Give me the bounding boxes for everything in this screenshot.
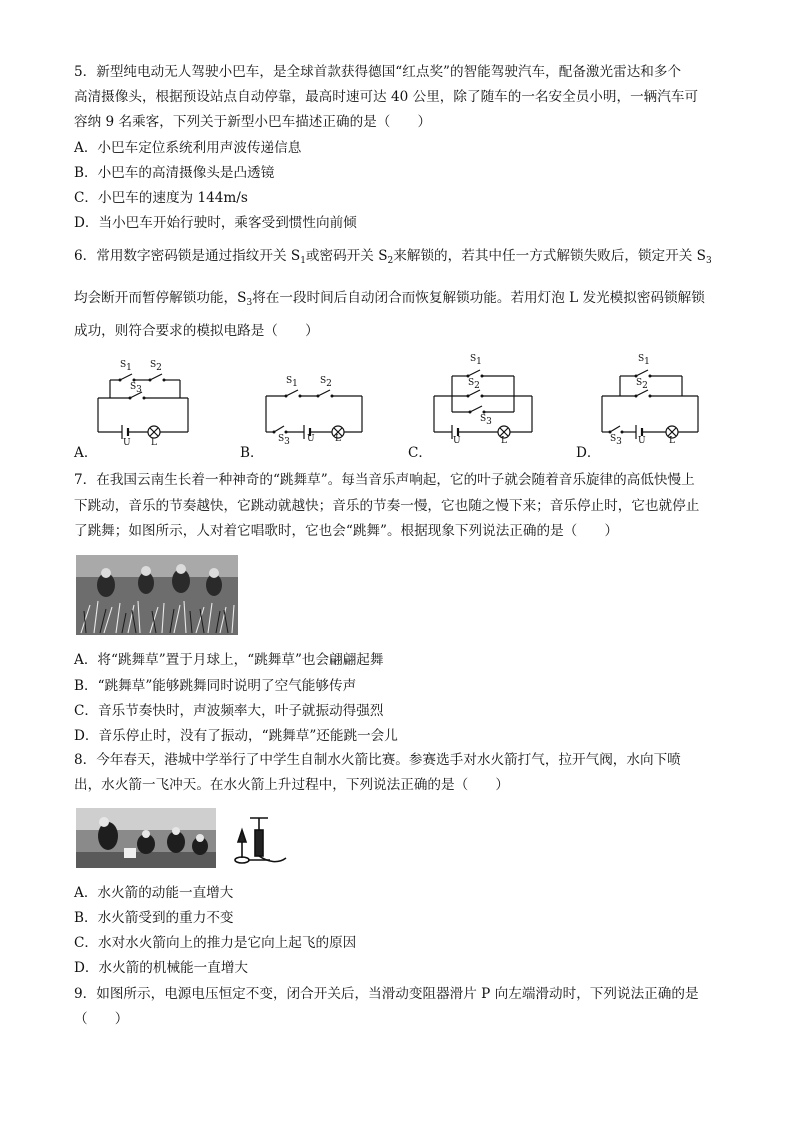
q9-line-2: （ ） [74, 1011, 129, 1027]
q6-line-3: 成功，则符合要求的模拟电路是（ ） [74, 323, 319, 339]
circuit-b-u-label: U [307, 434, 315, 444]
q7-option-c: C．音乐节奏快时，声波频率大，叶子就振动得强烈 [74, 703, 384, 719]
water-rocket-photo [76, 808, 216, 868]
water-rocket-photo-svg [76, 808, 216, 868]
circuit-c-s1-label: $S_1$ [470, 354, 482, 367]
q6-line-1-c: 来解锁的，若其中任一方式解锁失败后，锁定开关 S [393, 248, 706, 264]
circuit-choice-a: A． [74, 445, 98, 461]
dancing-grass-photo [76, 555, 238, 635]
q7-line-3: 了跳舞；如图所示，人对着它唱歌时，它也会“跳舞”。根据现象下列说法正确的是（ ） [74, 523, 619, 539]
q7-option-b: B．“跳舞草”能够跳舞同时说明了空气能够传声 [74, 678, 357, 694]
q6-line-1 [74, 247, 712, 270]
pump-rocket-sketch-svg [228, 812, 292, 868]
circuit-b-svg [260, 372, 370, 448]
circuit-d-s3-label: $S_3$ [610, 434, 622, 447]
q6-sub-3: 3 [705, 256, 712, 266]
q8-option-b: B．水火箭受到的重力不变 [74, 910, 234, 926]
q5-option-d: D．当小巴车开始行驶时，乘客受到惯性向前倾 [74, 215, 357, 231]
q8-line-1: 8．今年春天，港城中学举行了中学生自制水火箭比赛。参赛选手对水火箭打气，拉开气阀，水向下喷 [74, 752, 681, 768]
circuit-c-svg [428, 352, 540, 448]
circuit-choice-d: D． [576, 445, 601, 461]
q5-line-3: 容纳 9 名乘客，下列关于新型小巴车描述正确的是（ ） [74, 114, 432, 130]
circuit-a-s1-label: $S_1$ [120, 360, 132, 373]
q5-line-2: 高清摄像头，根据预设站点自动停靠，最高时速可达 40 公里，除了随车的一名安全员小明，一辆汽车可 [74, 89, 699, 105]
q6-line-2 [74, 289, 705, 312]
circuit-d-u-label: U [638, 436, 646, 446]
circuit-b-s1-label: $S_1$ [286, 376, 298, 389]
q6-line-1-b: 或密码开关 S [305, 248, 388, 264]
circuit-choice-b: B． [240, 445, 264, 461]
circuit-d-s1-label: $S_1$ [638, 354, 650, 367]
circuit-a-u-label: U [123, 438, 131, 448]
circuit-diagram-c [428, 352, 540, 448]
q6-sub-1: 1 [300, 256, 306, 266]
circuit-a-s3-label: $S_3$ [130, 382, 142, 395]
circuit-c-l-label: L [501, 436, 507, 446]
dancing-grass-photo-svg [76, 555, 238, 635]
circuit-diagram-d [596, 352, 706, 448]
q5-option-c: C．小巴车的速度为 144m/s [74, 190, 248, 206]
pump-rocket-sketch [228, 812, 292, 868]
q5-line-1: 5．新型纯电动无人驾驶小巴车，是全球首款获得德国“红点奖”的智能驾驶汽车，配备激光雷达和多个 [74, 64, 682, 80]
q8-option-d: D．水火箭的机械能一直增大 [74, 960, 249, 976]
q6-line-2-sub: 3 [246, 298, 253, 308]
q8-option-a: A．水火箭的动能一直增大 [74, 885, 234, 901]
circuit-a-s2-label: $S_2$ [150, 360, 162, 373]
q7-line-1: 7．在我国云南生长着一种神奇的“跳舞草”。每当音乐声响起，它的叶子就会随着音乐旋律的高低快慢上 [74, 472, 695, 488]
circuit-c-s3-label: $S_3$ [480, 414, 492, 427]
circuit-c-u-label: U [453, 436, 461, 446]
q7-line-2: 下跳动，音乐的节奏越快，它跳动就越快；音乐的节奏一慢，它也随之慢下来；音乐停止时，它也就停止 [74, 498, 700, 514]
q6-sub-2: 2 [387, 256, 394, 266]
circuit-b-l-label: L [335, 434, 341, 444]
q7-option-d: D．音乐停止时，没有了振动，“跳舞草”还能跳一会儿 [74, 728, 398, 744]
circuit-b-s3-label: $S_3$ [278, 434, 290, 447]
q8-option-c: C．水对水火箭向上的推力是它向上起飞的原因 [74, 935, 357, 951]
q7-option-a: A．将“跳舞草”置于月球上，“跳舞草”也会翩翩起舞 [74, 652, 384, 668]
circuit-a-svg [92, 358, 202, 448]
q9-line-1: 9．如图所示，电源电压恒定不变，闭合开关后，当滑动变阻器滑片 P 向左端滑动时，下列说法正确的是 [74, 986, 699, 1002]
circuit-choice-c: C． [408, 445, 432, 461]
circuit-diagram-a [92, 358, 202, 448]
q6-line-2-b: 将在一段时间后自动闭合而恢复解锁功能。若用灯泡 L 发光模拟密码锁解锁 [252, 290, 705, 306]
circuit-d-s2-label: $S_2$ [636, 378, 648, 391]
circuit-b-s2-label: $S_2$ [320, 376, 332, 389]
q5-option-b: B．小巴车的高清摄像头是凸透镜 [74, 165, 275, 181]
q6-line-2-a: 均会断开而暂停解锁功能，S [74, 290, 247, 306]
q6-line-1-a: 6．常用数字密码锁是通过指纹开关 S [74, 248, 301, 264]
circuit-a-l-label: L [151, 438, 157, 448]
circuit-d-l-label: L [669, 436, 675, 446]
q5-option-a: A．小巴车定位系统利用声波传递信息 [74, 140, 302, 156]
q8-line-2: 出，水火箭一飞冲天。在水火箭上升过程中，下列说法正确的是（ ） [74, 777, 509, 793]
circuit-c-s2-label: $S_2$ [468, 378, 480, 391]
circuit-diagram-b [260, 372, 370, 448]
